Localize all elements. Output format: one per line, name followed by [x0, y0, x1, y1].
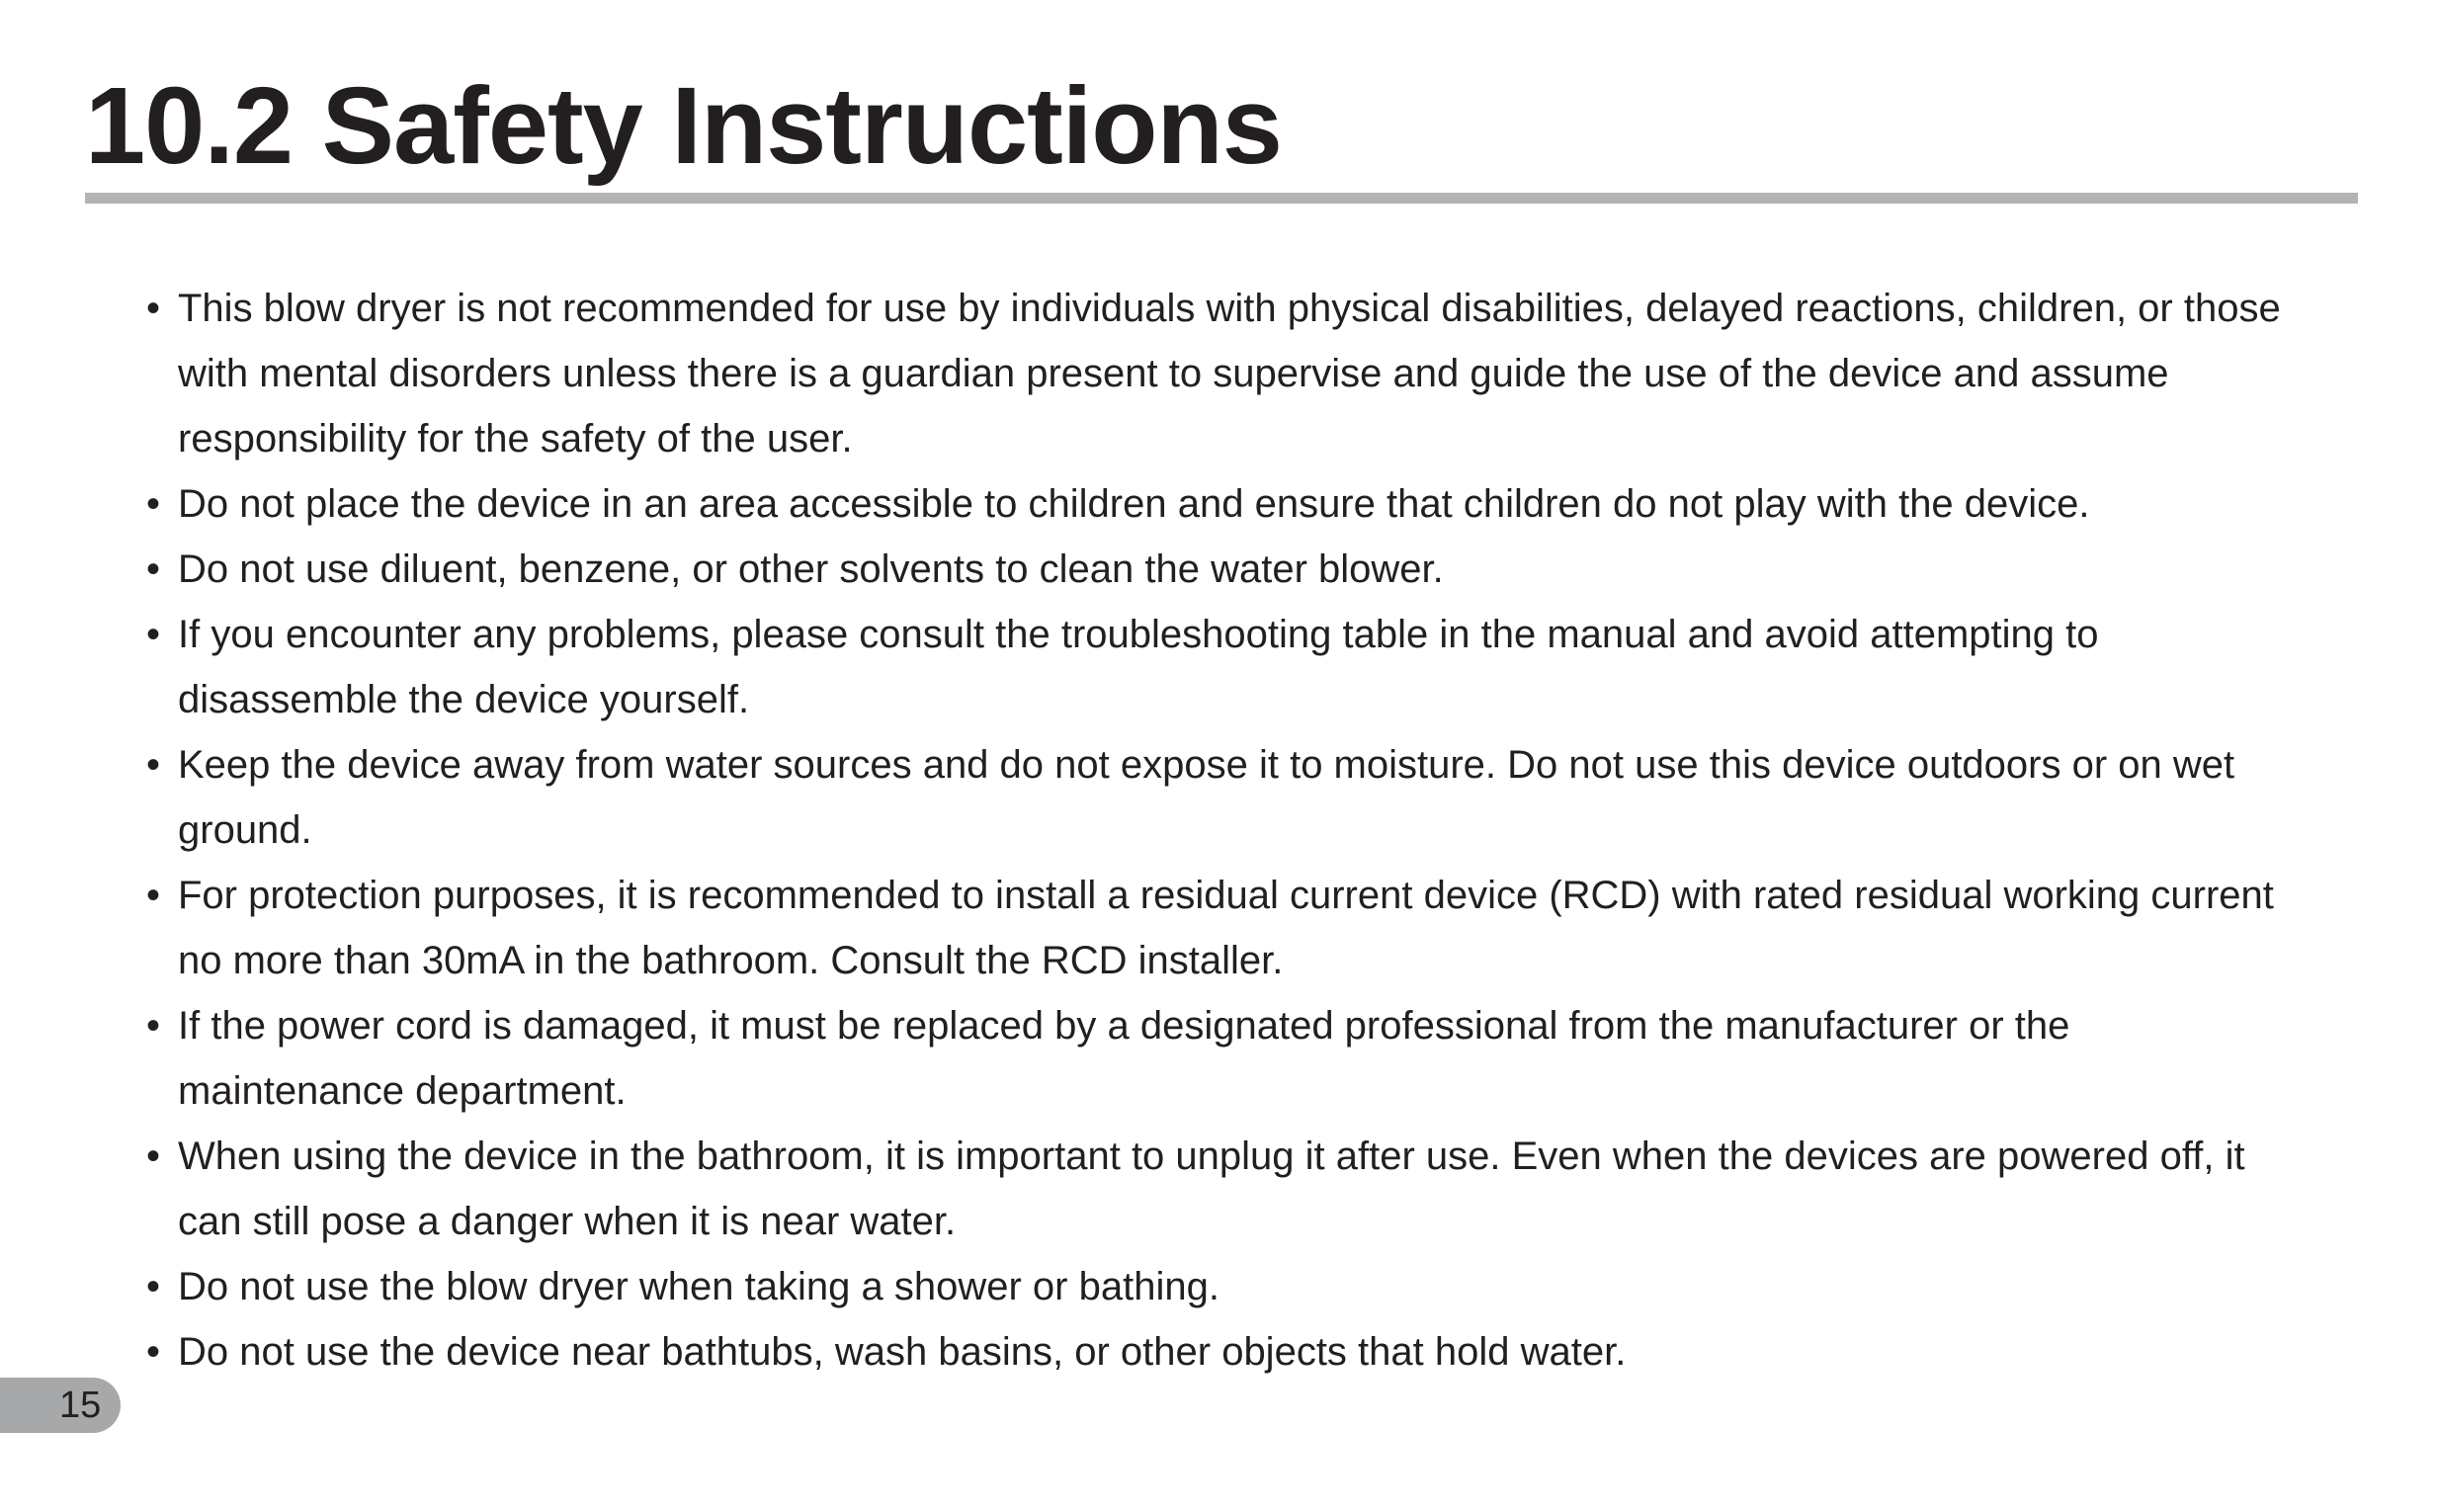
list-item — [146, 537, 2301, 602]
safety-instructions-list — [146, 276, 2301, 1385]
list-item-text: If the power cord is damaged, it must be replaced by a designated professional from the manufacturer or the maintenance department. — [178, 1004, 2070, 1113]
bullet-icon: • — [146, 1330, 161, 1374]
bullet-icon: • — [146, 287, 161, 330]
list-item — [146, 471, 2301, 537]
list-item-text: When using the device in the bathroom, it is important to unplug it after use. Even when the devices are powered off, it can still pose a danger when it is near water. — [178, 1134, 2245, 1243]
bullet-icon: • — [146, 1004, 161, 1048]
bullet-icon: • — [146, 743, 161, 787]
list-item — [146, 1124, 2301, 1254]
title-divider — [85, 193, 2358, 204]
page-title: 10.2 Safety Instructions — [85, 65, 1282, 187]
list-item-text: This blow dryer is not recommended for use by individuals with physical disabilities, delayed reactions, children, or those with mental disorders unless there is a guardian present to supervise and guide the use of the device and assume responsibility for the safety of the user. — [178, 287, 2281, 461]
list-item — [146, 602, 2301, 732]
list-item — [146, 732, 2301, 863]
page-number: 15 — [59, 1385, 102, 1426]
bullet-icon: • — [146, 874, 161, 917]
page-number-tab — [0, 1378, 121, 1433]
list-item-text: If you encounter any problems, please consult the troubleshooting table in the manual and avoid attempting to disassemble the device yourself. — [178, 613, 2099, 721]
list-item — [146, 276, 2301, 471]
bullet-icon: • — [146, 547, 161, 591]
bullet-icon: • — [146, 1265, 161, 1308]
list-item-text: Do not use the device near bathtubs, wash basins, or other objects that hold water. — [178, 1330, 1627, 1374]
bullet-icon: • — [146, 613, 161, 656]
list-item — [146, 993, 2301, 1124]
list-item — [146, 863, 2301, 993]
list-item-text: Do not use the blow dryer when taking a shower or bathing. — [178, 1265, 1219, 1308]
bullet-icon: • — [146, 482, 161, 526]
list-item-text: For protection purposes, it is recommended to install a residual current device (RCD) with rated residual working current no more than 30mA in the bathroom. Consult the RCD installer. — [178, 874, 2274, 982]
list-item-text: Do not use diluent, benzene, or other solvents to clean the water blower. — [178, 547, 1444, 591]
list-item-text: Do not place the device in an area accessible to children and ensure that children do not play with the device. — [178, 482, 2090, 526]
list-item — [146, 1319, 2301, 1385]
list-item-text: Keep the device away from water sources and do not expose it to moisture. Do not use this device outdoors or on wet ground. — [178, 743, 2235, 852]
list-item — [146, 1254, 2301, 1319]
bullet-icon: • — [146, 1134, 161, 1178]
